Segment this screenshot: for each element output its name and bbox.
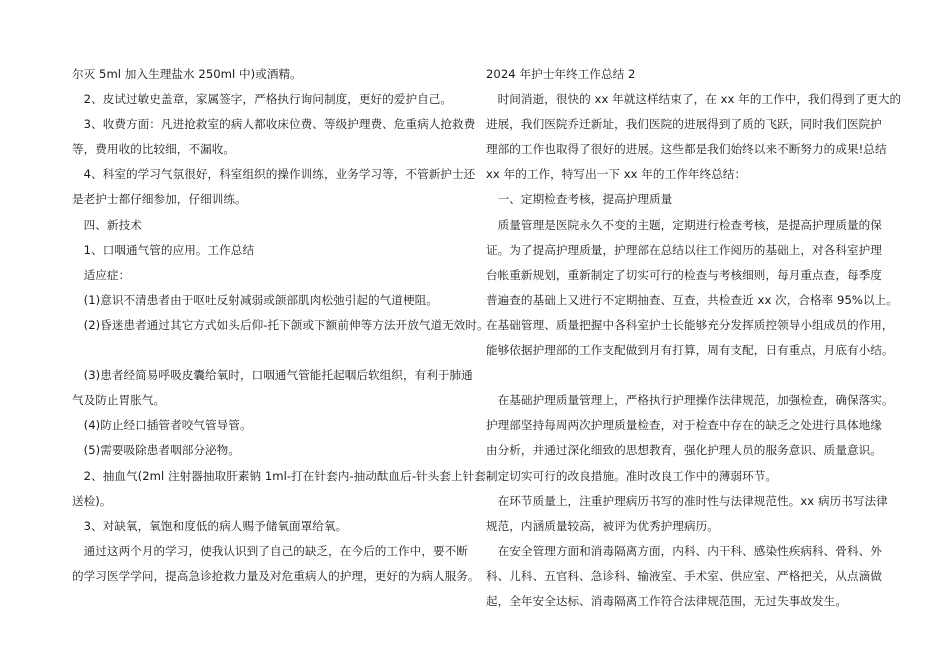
text-line: 制定切实可行的改良措施。准时改良工作中的薄弱环节。 [486,468,778,483]
document-title: 2024 年护士年终工作总结 2 [486,67,636,81]
text-line: 4、科室的学习气氛很好，科室组织的操作训练，业务学习等，不管新护士还 [72,167,476,182]
text-line: 普遍查的基础上又进行不定期抽查、互查，共检查近 xx 次，合格率 95%以上。 [486,292,898,307]
section-heading: 四、新技术 [72,217,142,232]
text-line: 3、对缺氧，氧饱和度低的病人赐予储氧面罩给氧。 [72,518,348,533]
text-line: xx 年的工作，特写出一下 xx 年的工作年终总结： [486,167,747,182]
text-line: 2、皮试过敏史盖章，家属签字，严格执行询问制度，更好的爱护自己。 [72,92,453,107]
text-line: 护理部坚持每周两次护理质量检查，对于检查中存在的缺乏之处进行具体地缘 [486,418,882,433]
text-line: 规范，内涵质量较高，被评为优秀护理病历。 [486,518,719,533]
blank-line [72,338,468,363]
text-line: 是老护士都仔细参加，仔细训练。 [72,192,247,207]
text-line: 2、抽血气(2ml 注射器抽取肝素钠 1ml-打在针套内-抽动酞血后-针头套上针套- [72,468,491,483]
text-line: (1)意识不清患者由于呕吐反射减弱或颌部肌肉松弛引起的气道梗阻。 [72,292,438,307]
text-line: 在基础护理质量管理上，严格执行护理操作法律规范，加强检查，确保落实。 [486,393,894,408]
text-line: 在安全管理方面和消毒隔离方面，内科、内干科、感染性疾病科、骨科、外 [486,543,882,558]
text-line: 进展，我们医院乔迁新址，我们医院的进展得到了质的飞跃，同时我们医院护 [486,117,882,132]
text-line: 在基础管理、质量把握中各科室护士长能够充分发挥质控领导小组成员的作用， [486,317,894,332]
text-line: 在环节质量上，注重护理病历书写的准时性与法律规范性。xx 病历书写法律 [486,493,888,508]
blank-line [486,363,884,388]
text-line: 理部的工作也取得了很好的进展。这些都是我们始终以来不断努力的成果!总结 [486,142,887,157]
text-line: 送检)。 [72,493,112,508]
text-line: 由分析，并通过深化细致的思想教育，强化护理人员的服务意识、质量意识。 [486,443,882,458]
text-line: (3)患者经简易呼吸皮囊给氧时，口咽通气管能托起咽后软组织，有利于肺通 [72,368,473,383]
text-line: 能够依据护理部的工作支配做到月有打算，周有支配，日有重点，月底有小结。 [486,343,894,358]
text-line: 起，全年安全达标、消毒隔离工作符合法律规范围，无过失事故发生。 [486,593,847,608]
text-line: (4)防止经口插管者咬气管导管。 [72,418,252,433]
right-column [486,62,902,614]
text-line: (2)昏迷患者通过其它方式如头后仰-托下颌或下额前伸等方法开放气道无效时。 [72,317,489,332]
left-column [72,62,491,589]
text-line: 科、儿科、五官科、急诊科、输液室、手术室、供应室、严格把关，从点滴做 [486,568,882,583]
text-line: 3、收费方面：凡进抢救室的病人都收床位费、等级护理费、危重病人抢救费 [72,117,476,132]
text-line: 适应症： [72,267,131,282]
text-line: 等，费用收的比较细，不漏收。 [72,142,236,157]
text-line: 气及防止胃胀气。 [72,393,166,408]
text-line: 时间消逝，很快的 xx 年就这样结束了，在 xx 年的工作中，我们得到了更大的 [486,92,902,107]
section-heading: 一、定期检查考核，提高护理质量 [486,192,673,207]
text-line: 质量管理是医院永久不变的主题，定期进行检查考核，是提高护理质量的保 [486,217,882,232]
text-line: 的学习医学学问，提高急诊抢救力量及对危重病人的护理，更好的为病人服务。 [72,568,480,583]
text-line: 通过这两个月的学习，使我认识到了自己的缺乏，在今后的工作中，要不断 [72,543,468,558]
text-line: 台帐重新规划，重新制定了切实可行的检查与考核细则，每月重点查，每季度 [486,267,882,282]
text-line: 1、口咽通气管的应用。工作总结 [72,242,255,257]
text-line: (5)需要吸除患者咽部分泌物。 [72,443,240,458]
text-line: 证。为了提高护理质量，护理部在总结以往工作阅历的基础上，对各科室护理 [486,242,882,257]
text-line: 尔灭 5ml 加入生理盐水 250ml 中)或酒精。 [72,67,302,81]
